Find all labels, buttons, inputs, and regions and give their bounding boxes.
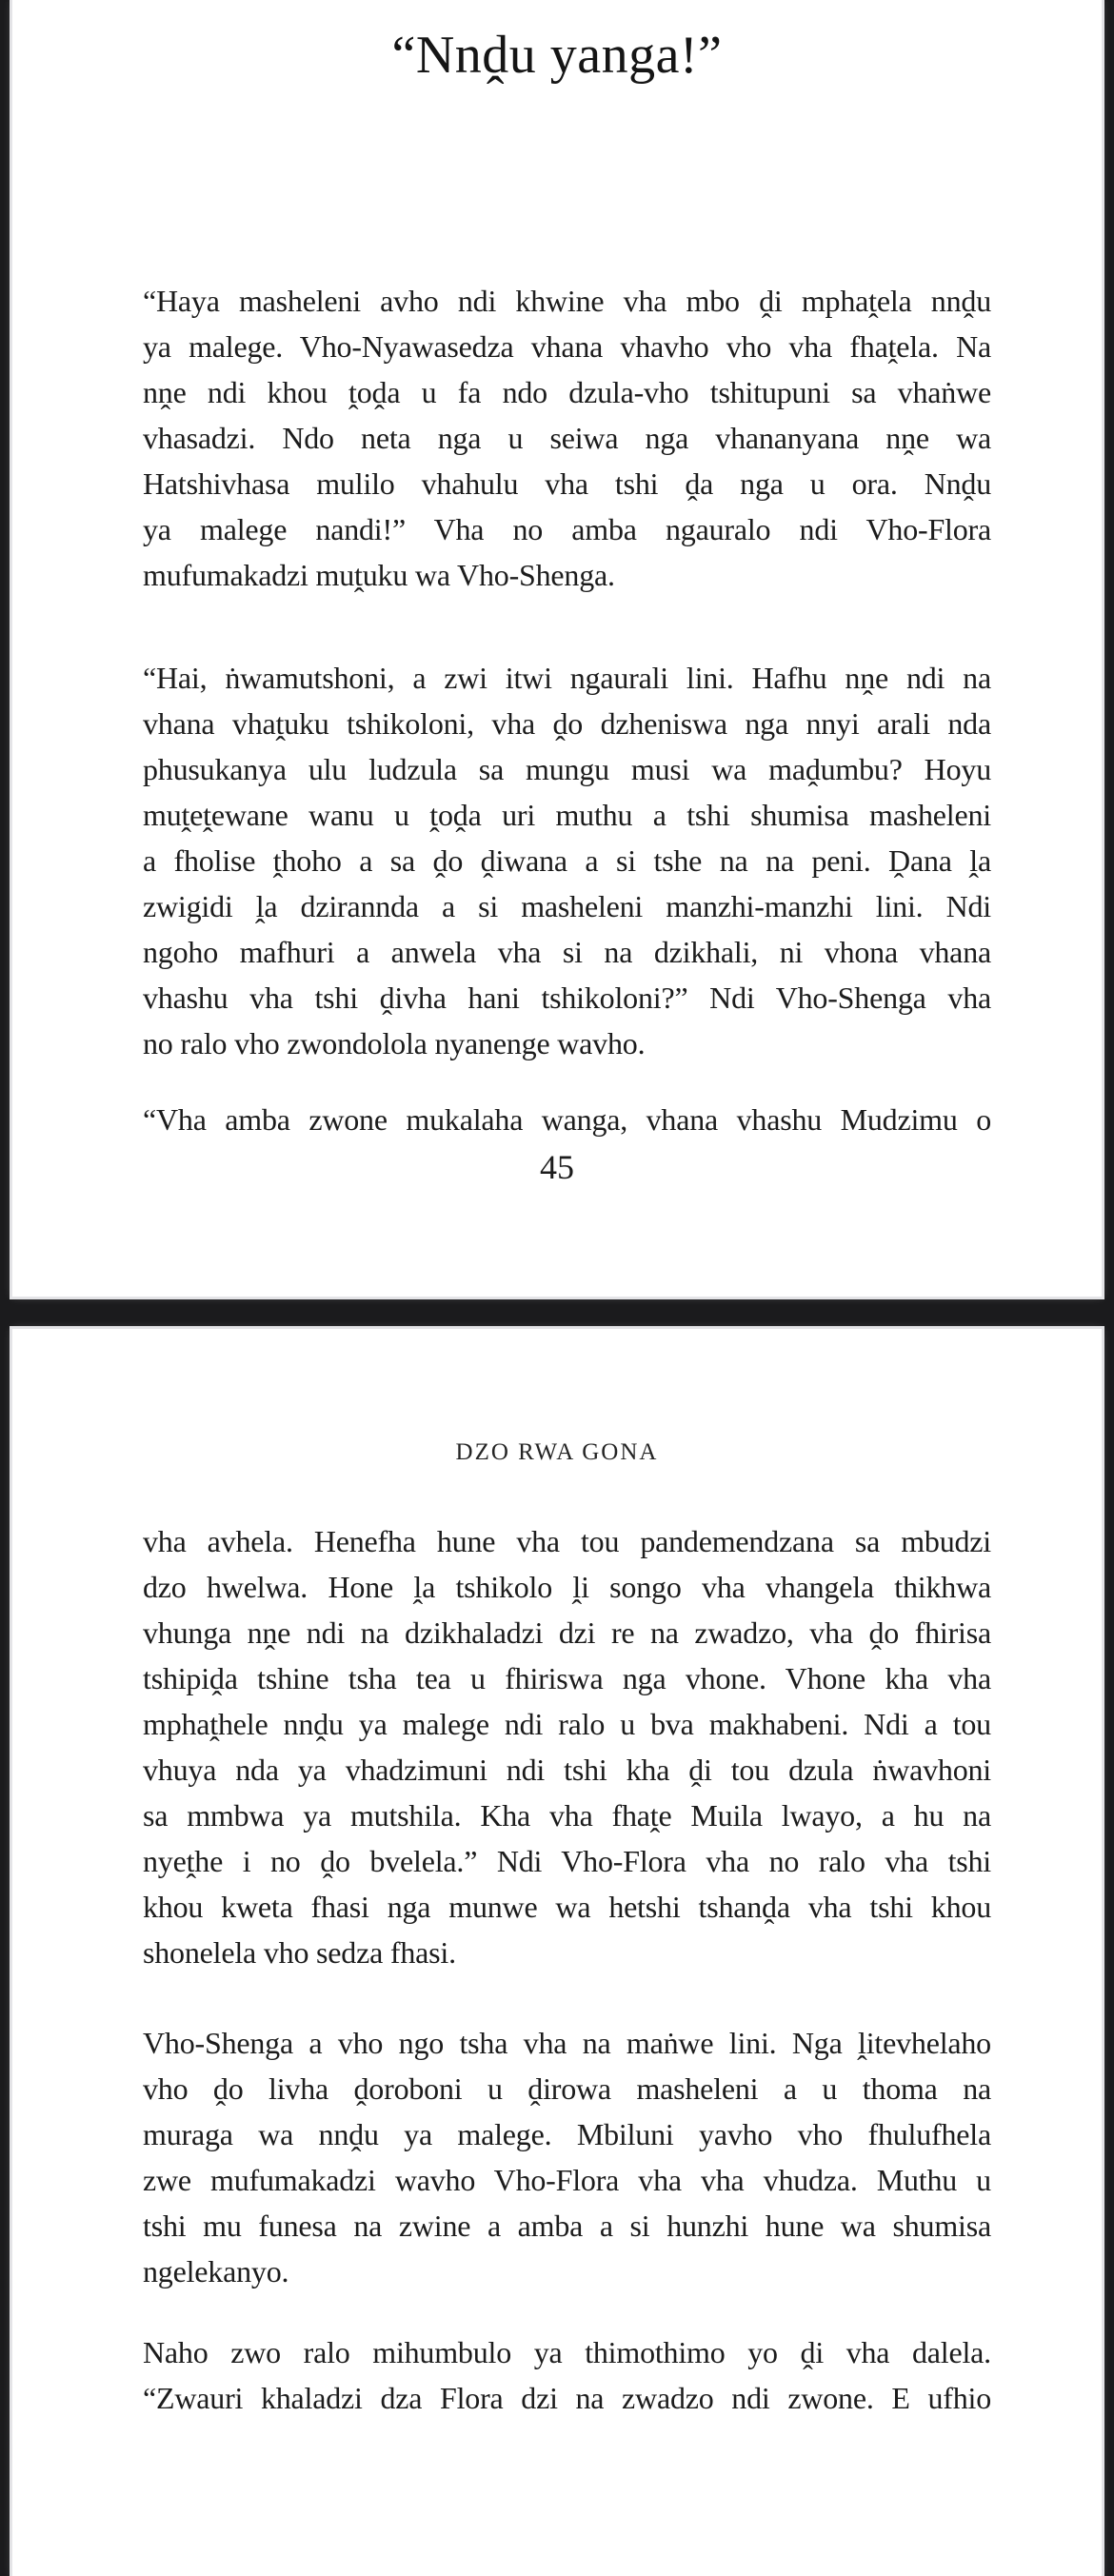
text-line: sa mmbwa ya mutshila. Kha vha fhaṱe Muila lwayo, a hu na — [143, 1798, 991, 1833]
text-line: Vho-Shenga a vho ngo tsha vha na maṅwe lini. Nga ḽitevhelaho — [143, 2026, 991, 2060]
text-line: vho ḓo livha ḓoroboni u ḓirowa masheleni a u thoma na — [143, 2071, 991, 2106]
paragraph-1 — [143, 1518, 991, 1975]
text-line: vhasadzi. Ndo neta nga u seiwa nga vhananyana nṋe wa — [143, 421, 991, 455]
text-line: vhunga nṋe ndi na dzikhaladzi dzi re na zwadzo, vha ḓo fhirisa — [143, 1615, 991, 1650]
text-line: vhana vhaṱuku tshikoloni, vha ḓo dzheniswa nga nnyi arali nda — [143, 706, 991, 741]
text-line: dzo hwelwa. Hone ḽa tshikolo ḽi songo vha vhangela thikhwa — [143, 1570, 991, 1604]
text-line: vhashu vha tshi ḓivha hani tshikoloni?” Ndi Vho-Shenga vha — [143, 981, 991, 1015]
chapter-title: “Nnḓu yanga!” — [391, 26, 723, 85]
text-line: tshi mu funesa na zwine a amba a si hunzhi hune wa shumisa — [143, 2209, 991, 2243]
paragraph-3 — [143, 2329, 991, 2421]
text-line: vhuya nda ya vhadzimuni ndi tshi kha ḓi tou dzula ṅwavhoni — [143, 1753, 991, 1787]
text-line: mphaṱhele nnḓu ya malege ndi ralo u bva makhabeni. Ndi a tou — [143, 1707, 991, 1741]
text-line: “Haya masheleni avho ndi khwine vha mbo ḓi mphaṱela nnḓu — [143, 284, 991, 318]
text-line: tshipiḓa tshine tsha tea u fhiriswa nga vhone. Vhone kha vha — [143, 1661, 991, 1695]
text-line: phusukanya ulu ludzula sa mungu musi wa maḓumbu? Hoyu — [143, 752, 991, 786]
text-line: “Zwauri khaladzi dza Flora dzi na zwadzo ndi zwone. E ufhio — [143, 2381, 991, 2415]
text-line: Hatshivhasa mulilo vhahulu vha tshi ḓa nga u ora. Nnḓu — [143, 466, 991, 501]
paragraph-3 — [143, 1097, 991, 1142]
text-line: a fholise ṱhoho a sa ḓo ḓiwana a si tshe na na peni. Ḓana ḽa — [143, 843, 991, 878]
text-line: “Vha amba zwone mukalaha wanga, vhana vhashu Mudzimu o — [143, 1102, 991, 1137]
text-line: shonelela vho sedza fhasi. — [143, 1935, 456, 1970]
text-line: muṱeṱewane wanu u ṱoḓa uri muthu a tshi shumisa masheleni — [143, 798, 991, 832]
book-page-45[interactable] — [12, 0, 1102, 1297]
text-line: ya malege. Vho-Nyawasedza vhana vhavho vho vha fhaṱela. Na — [143, 329, 991, 364]
text-line: ngelekanyo. — [143, 2254, 289, 2289]
text-line: ngoho mafhuri a anwela vha si na dzikhali, ni vhona vhana — [143, 935, 991, 969]
paragraph-2 — [143, 655, 991, 1066]
paragraph-1 — [143, 278, 991, 598]
text-line: vha avhela. Henefha hune vha tou pandemendzana sa mbudzi — [143, 1524, 991, 1558]
text-line: mufumakadzi muṱuku wa Vho-Shenga. — [143, 558, 615, 592]
text-line: khou kweta fhasi nga munwe wa hetshi tshanḓa vha tshi khou — [143, 1890, 991, 1924]
text-line: muraga wa nnḓu ya malege. Mbiluni yavho vho fhulufhela — [143, 2117, 991, 2151]
book-page-next[interactable] — [12, 1329, 1102, 2576]
text-line: nyeṱhe i no ḓo bvelela.” Ndi Vho-Flora vha no ralo vha tshi — [143, 1844, 991, 1878]
running-header: DZO RWA GONA — [455, 1439, 659, 1465]
page-number: 45 — [540, 1148, 574, 1186]
text-line: “Hai, ṅwamutshoni, a zwi itwi ngaurali lini. Hafhu nṋe ndi na — [143, 661, 991, 695]
text-line: Naho zwo ralo mihumbulo ya thimothimo yo ḓi vha dalela. — [143, 2335, 991, 2369]
text-line: zwigidi ḽa dzirannda a si masheleni manzhi-manzhi lini. Ndi — [143, 889, 991, 923]
text-line: no ralo vho zwondolola nyanenge wavho. — [143, 1026, 646, 1060]
text-line: zwe mufumakadzi wavho Vho-Flora vha vha vhudza. Muthu u — [143, 2163, 991, 2197]
text-line: ya malege nandi!” Vha no amba ngauralo ndi Vho-Flora — [143, 512, 991, 546]
paragraph-2 — [143, 2020, 991, 2294]
text-line: nṋe ndi khou ṱoḓa u fa ndo dzula-vho tshitupuni sa vhaṅwe — [143, 375, 991, 409]
